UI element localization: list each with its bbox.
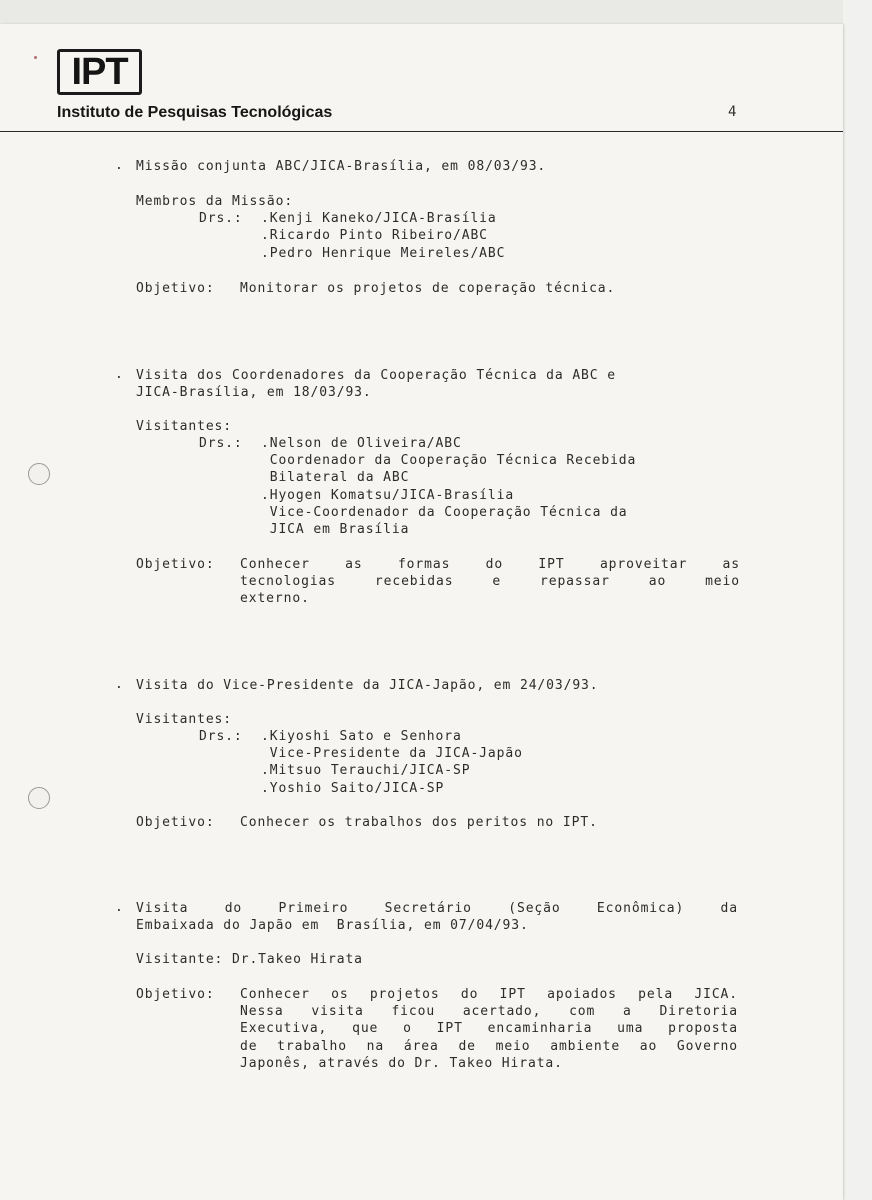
section-title: Visita do Vice-Presidente da JICA-Japão, em 24/03/93. [136, 678, 599, 693]
objective-text: Japonês, através do Dr. Takeo Hirata. [240, 1056, 563, 1071]
group-label: Membros da Missão: [136, 194, 294, 209]
scan-speck [34, 56, 37, 59]
person-role: Vice-Presidente da JICA-Japão [261, 746, 523, 761]
objective-text: externo. [240, 591, 310, 606]
person-role: Bilateral da ABC [261, 470, 410, 485]
objective-text: tecnologias recebidas e repassar ao meio [240, 574, 740, 589]
person-line: .Pedro Henrique Meireles/ABC [261, 246, 506, 261]
objective-text: Conhecer os trabalhos dos peritos no IPT. [240, 815, 598, 830]
person-line: .Kiyoshi Sato e Senhora [261, 729, 462, 744]
person-line: .Ricardo Pinto Ribeiro/ABC [261, 228, 488, 243]
objective-text: de trabalho na área de meio ambiente ao Governo [240, 1039, 738, 1054]
objective-text: Nessa visita ficou acertado, com a Diretoria [240, 1004, 738, 1019]
objective-text: Executiva, que o IPT encaminharia uma proposta [240, 1021, 738, 1036]
drs-label: Drs.: [199, 211, 243, 226]
section-title: Visita dos Coordenadores da Cooperação Técnica da ABC e [136, 368, 616, 383]
objective-label: Objetivo: [136, 557, 215, 572]
person-line: .Hyogen Komatsu/JICA-Brasília [261, 488, 515, 503]
objective-label: Objetivo: [136, 815, 215, 830]
person-line: .Kenji Kaneko/JICA-Brasília [261, 211, 497, 226]
punch-hole [28, 787, 50, 809]
person-role: JICA em Brasília [261, 522, 410, 537]
section-bullet: . [115, 158, 123, 173]
section-title: Embaixada do Japão em Brasília, em 07/04/93. [136, 918, 529, 933]
group-label: Visitantes: [136, 712, 232, 727]
punch-hole [28, 463, 50, 485]
section-title: Visita do Primeiro Secretário (Seção Econômica) da [136, 901, 738, 916]
objective-text: Monitorar os projetos de coperação técnica. [240, 281, 616, 296]
visitor-line: Visitante: Dr.Takeo Hirata [136, 952, 363, 967]
person-line: .Mitsuo Terauchi/JICA-SP [261, 763, 471, 778]
section-title: JICA-Brasília, em 18/03/93. [136, 385, 372, 400]
section-bullet: . [115, 677, 123, 692]
objective-text: Conhecer as formas do IPT aproveitar as [240, 557, 740, 572]
person-line: .Nelson de Oliveira/ABC [261, 436, 462, 451]
objective-label: Objetivo: [136, 281, 215, 296]
ipt-logo [57, 49, 142, 95]
drs-label: Drs.: [199, 436, 243, 451]
scan-edge [843, 0, 872, 1200]
person-line: .Yoshio Saito/JICA-SP [261, 781, 445, 796]
section-title: Missão conjunta ABC/JICA-Brasília, em 08/03/93. [136, 159, 547, 174]
objective-label: Objetivo: [136, 987, 215, 1002]
person-role: Vice-Coordenador da Cooperação Técnica da [261, 505, 628, 520]
group-label: Visitantes: [136, 419, 232, 434]
section-bullet: . [115, 367, 123, 382]
objective-text: Conhecer os projetos do IPT apoiados pela JICA. [240, 987, 738, 1002]
drs-label: Drs.: [199, 729, 243, 744]
header-divider [0, 131, 843, 132]
logo-text: IPT [71, 51, 128, 93]
page-number: 4 [728, 104, 737, 120]
person-role: Coordenador da Cooperação Técnica Recebida [261, 453, 637, 468]
section-bullet: . [115, 900, 123, 915]
institute-name: Instituto de Pesquisas Tecnológicas [57, 104, 333, 121]
